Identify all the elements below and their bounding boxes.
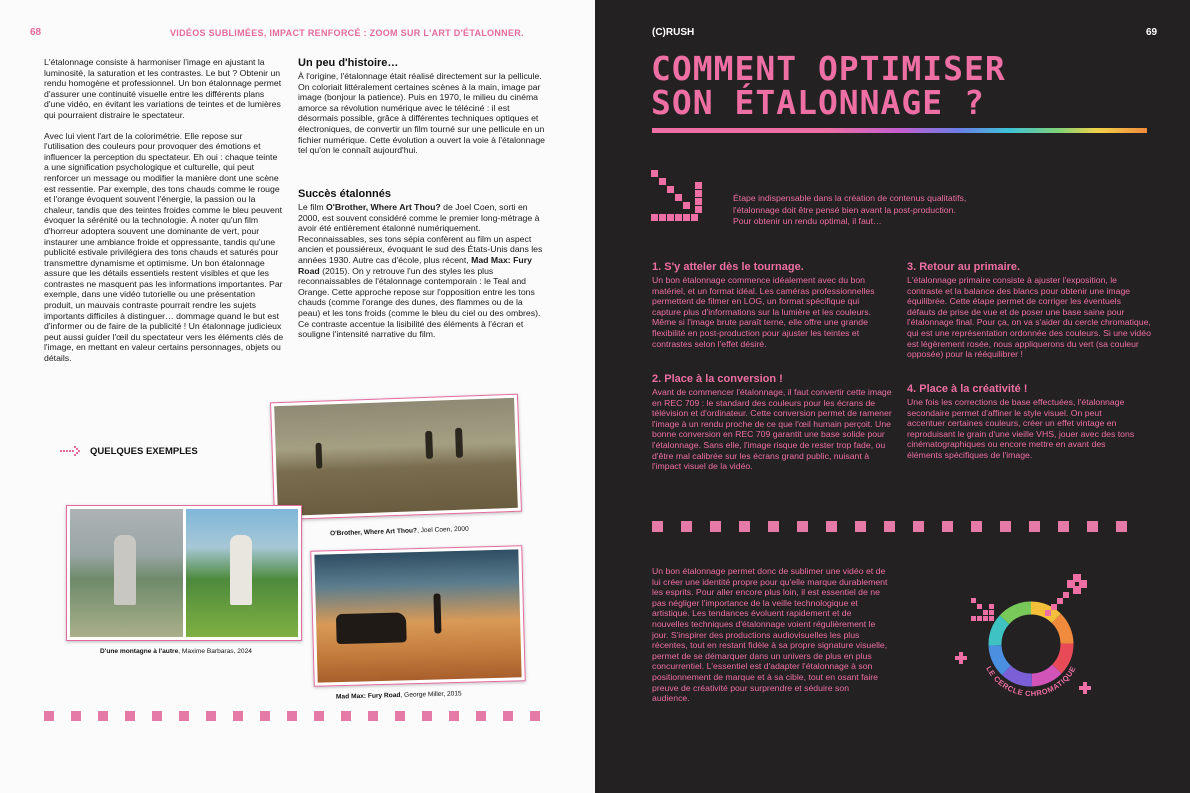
caption-obrother: O'Brother, Where Art Thou?, Joel Coen, 2000 [329, 525, 469, 538]
conclusion-text: Un bon étalonnage permet donc de sublimer une vidéo et de lui créer une identité propre pour qu'elle marque durablement les esprits. Pour aller encore plus loin, il est essentiel de ne pas négliger l'importance de la veille technologique et artistique. Les tendances évoluent rapidement et de nouvelles techniques d'étalonnage voient régulièrement le jour. S'inspirer des productions audiovisuelles les plus récentes, tout en restant fidèle à sa propre signature visuelle, permet de se démarquer dans un univers de plus en plus concurrentiel. L'essentiel est d'adapter l'étalonnage à son positionnement de marque et à sa cible, tout en osant faire preuve de créativité pour surprendre et séduire son audience. [652, 566, 888, 704]
dotted-separator-right [652, 521, 1127, 532]
tip3-heading: 3. Retour au primaire. [907, 261, 1021, 273]
photo-madmax [310, 545, 525, 687]
page-number-left: 68 [30, 27, 42, 38]
arrow-down-right-icon [651, 170, 703, 222]
rainbow-rule [652, 128, 1147, 133]
tip4-text: Une fois les corrections de base effectuées, l'étalonnage secondaire permet d'affiner le style visuel. On peut accentuer certaines couleurs, créer un effet vintage en reproduisant le grain d'une vieille VHS, jouer avec des tons cinématographiques ou encore mettre en avant des éléments spécifiques de l'image. [907, 397, 1135, 460]
image-obrother [274, 398, 518, 516]
examples-label-group [60, 443, 198, 459]
right-page [595, 0, 1190, 793]
image-mountain-before [70, 509, 183, 637]
tip1-text: Un bon étalonnage commence idéalement avec du bon matériel, et un format idéal. Les caméras professionnelles permettent de filmer en LOG, un format spécifique qui capture plus d'informations sur la lumière et les couleurs. Même si l'image brute paraît terne, elle offre une grande flexibilité en post-production pour ajuster les teintes et contrastes selon l'effet désiré. [652, 275, 875, 349]
page-title: COMMENT OPTIMISER SON ÉTALONNAGE ? [651, 49, 1006, 122]
tip1-heading: 1. S'y atteler dès le tournage. [652, 261, 804, 273]
photo-mountain [66, 505, 302, 641]
color-wheel-illustration [955, 568, 1105, 708]
colorimetry-paragraph: Avec lui vient l'art de la colorimétrie. Elle repose sur l'utilisation des couleurs pour provoquer des émotions et influencer la perception du spectateur. Eh oui : chaque teinte a une signification psychologique et culturelle, qui peut renforcer un message ou modifier la manière dont une scène est ressentie. Par exemple, des tons chauds comme le rouge et l'orange évoquent souvent l'énergie, la passion ou la chaleur, tandis que des teintes froides comme le bleu peuvent évoquer la sérénité ou la technologie. À noter qu'un film d'horreur adoptera souvent une dominante de vert, pour instaurer une ambiance froide et oppressante, tandis qu'une publicité estivale privilégiera des tons chauds et saturés pour transmettre dynamisme et optimisme. Un bon étalonnage assure que les détails essentiels restent visibles et que les contrastes ne masquent pas les informations importantes. Par exemple, dans une vidéo tutorielle ou une présentation produit, un mauvais contraste pourrait rendre les sujets importants difficiles à distinguer… dommage quand le but est d'informer ou de faire de la publicité ! Un étalonnage judicieux peut aussi guider l'œil du spectateur vers les éléments clés de l'image, en mettant en valeur certains personnages, objets ou détails. [44, 130, 284, 364]
dotted-border-left [44, 711, 540, 721]
history-text: À l'origine, l'étalonnage était réalisé directement sur la pellicule. On coloriait littéralement certaines scènes à la main, image par image (bonjour la patience). Puis en 1970, le milieu du cinéma amorce sa révolution numérique avec le téléciné : il est désormais possible, grâce à différentes techniques optiques et électroniques, de convertir un film tourné sur une pellicule en un fichier numérique. Cette évolution a ouvert la voie à l'étalonnage tel qu'on le connaît aujourd'hui. [298, 71, 545, 156]
image-mountain-after [186, 509, 299, 637]
image-madmax [314, 549, 521, 682]
pixel-dropper-icon [1045, 574, 1087, 616]
tip2-heading: 2. Place à la conversion ! [652, 373, 783, 385]
examples-label: QUELQUES EXEMPLES [90, 445, 198, 457]
history-heading: Un peu d'histoire… [298, 57, 399, 69]
pixel-arrow-small-icon [971, 598, 994, 621]
intro-paragraph: L'étalonnage consiste à harmoniser l'image en ajustant la luminosité, la saturation et les contrastes. Le but ? Obtenir un rendu homogène et professionnel. Un bon étalonnage permet d'assurer une continuité visuelle entre les différents plans d'une vidéo, en évitant les variations de teintes et de lumières qui pourraient distraire le spectateur. [44, 57, 282, 120]
success-text: Le film O'Brother, Where Art Thou? de Joel Coen, sorti en 2000, est souvent considéré comme le premier long-métrage à avoir été entièrement étalonné numériquement. Reconnaissables, ses tons sépia confèrent au film un aspect ancien et poussiéreux, évoquant le sud des États-Unis dans les années 1930. Autre cas d'école, plus récent, Mad Max: Fury Road (2015). On y retrouve l'un des styles les plus reconnaissables de l'étalonnage contemporain : le Teal and Orange. Cette approche repose sur l'opposition entre les tons chauds (comme l'orange des dunes, des flammes ou de la peau) et les tons froids (comme le bleu du ciel ou des ombres). Ce contraste accentue la lisibilité des éléments à l'écran et souligne l'intensité narrative du film. [298, 202, 543, 340]
page-number-right: 69 [1146, 27, 1158, 38]
tip2-text: Avant de commencer l'étalonnage, il faut convertir cette image en REC 709 : le standard des couleurs pour les écrans de télévision et d'ordinateur. Cette conversion permet de ramener l'image à un rendu proche de ce que l'œil humain perçoit. Une bonne conversion en REC 709 garantit une base solide pour l'étalonnage. Sans elle, l'image risque de rester trop fade, ou d'être mal calibrée sur les écrans grand public, nuisant à l'impact visuel de la vidéo. [652, 387, 892, 472]
arrow-right-icon [60, 443, 84, 459]
photo-obrother [270, 394, 522, 521]
column-1 [44, 57, 284, 374]
running-header: VIDÉOS SUBLIMÉES, IMPACT RENFORCÉ : ZOOM SUR L'ART D'ÉTALONNER. [170, 28, 524, 38]
film-title-obrother: O'Brother, Where Art Thou? [326, 202, 441, 212]
color-wheel-icon [995, 608, 1067, 680]
caption-madmax: Mad Max: Fury Road, George Miller, 2015 [335, 690, 462, 701]
intro-text: Étape indispensable dans la création de contenus qualitatifs, l'étalonnage doit être pensé bien avant la post-production. Pour obtenir un rendu optimal, il faut… [733, 193, 967, 226]
tip4-heading: 4. Place à la créativité ! [907, 383, 1028, 395]
film-title-madmax: Mad Max: Fury Road [298, 254, 532, 276]
brand-logo: (C)RUSH [652, 27, 695, 38]
success-heading: Succès étalonnés [298, 188, 391, 200]
image-mountain [70, 509, 298, 637]
tip3-text: L'étalonnage primaire consiste à ajuster l'exposition, le contraste et la balance des blancs pour obtenir une image équilibrée. Cette étape permet de corriger les éventuels défauts de prise de vue et de poser une base saine pour l'étalonnage final. Pour ça, on va s'aider du cercle chromatique, qui est une représentation ordonnée des couleurs. Si une vidéo est légèrement rosée, nous appliquerons du vert (sa couleur opposée) pour la rééquilibrer ! [907, 275, 1151, 360]
color-wheel-label: LE CERCLE CHROMATIQUE [984, 664, 1078, 699]
caption-mountain: D'une montagne à l'autre, Maxime Barbaras, 2024 [100, 648, 252, 655]
